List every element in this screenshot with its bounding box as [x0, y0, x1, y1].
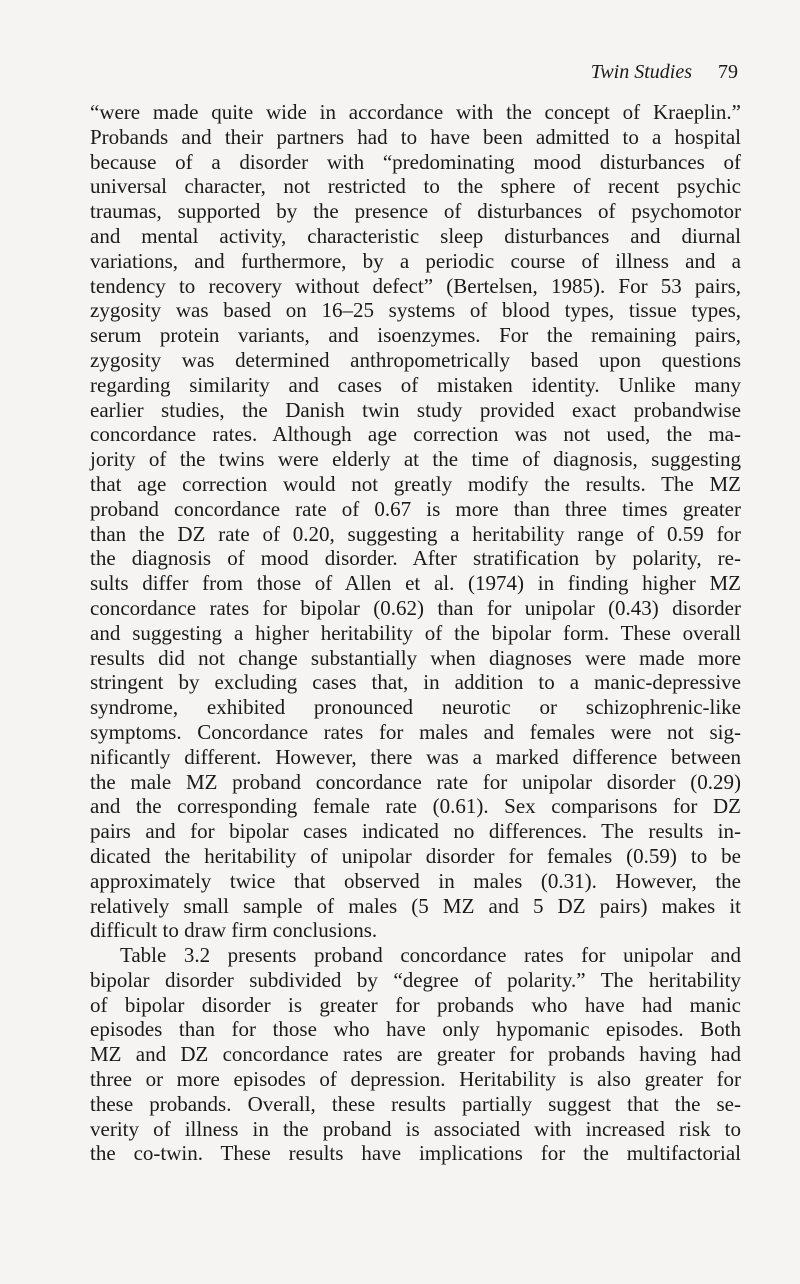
text-line: the diagnosis of mood disorder. After stratification by polarity, re- — [90, 546, 741, 571]
text-line: universal character, not restricted to the sphere of recent psychic — [90, 174, 741, 199]
text-line: MZ and DZ concordance rates are greater for probands having had — [90, 1042, 741, 1067]
text-line: sults differ from those of Allen et al. (1974) in finding higher MZ — [90, 571, 741, 596]
text-line: “were made quite wide in accordance with the concept of Kraeplin.” — [90, 100, 741, 124]
text-line: traumas, supported by the presence of disturbances of psychomotor — [90, 199, 741, 224]
text-line: stringent by excluding cases that, in addition to a manic-depressive — [90, 670, 741, 695]
text-line: nificantly different. However, there was a marked difference between — [90, 744, 741, 769]
text-line: earlier studies, the Danish twin study provided exact probandwise — [90, 397, 741, 422]
text-line: jority of the twins were elderly at the time of diagnosis, suggesting — [90, 447, 741, 472]
text-line: than the DZ rate of 0.20, suggesting a heritability range of 0.59 for — [90, 521, 741, 546]
text-line: relatively small sample of males (5 MZ and 5 DZ pairs) makes it — [90, 893, 741, 918]
text-line: syndrome, exhibited pronounced neurotic or schizophrenic-like — [90, 695, 741, 720]
text-line: tendency to recovery without defect” (Bertelsen, 1985). For 53 pairs, — [90, 273, 741, 298]
text-line: verity of illness in the proband is associated with increased risk to — [90, 1116, 741, 1141]
text-line: because of a disorder with “predominating mood disturbances of — [90, 149, 741, 174]
text-line: zygosity was determined anthropometrically based upon questions — [90, 347, 741, 372]
text-line: pairs and for bipolar cases indicated no differences. The results in- — [90, 819, 741, 844]
text-line: that age correction would not greatly modify the results. The MZ — [90, 471, 741, 496]
text-line: the male MZ proband concordance rate for unipolar disorder (0.29) — [90, 769, 741, 794]
text-line: and suggesting a higher heritability of the bipolar form. These overall — [90, 620, 741, 645]
text-line: serum protein variants, and isoenzymes. For the remaining pairs, — [90, 323, 741, 348]
running-title: Twin Studies — [590, 61, 692, 83]
text-line: bipolar disorder subdivided by “degree of polarity.” The heritability — [90, 967, 741, 992]
text-line: concordance rates. Although age correction was not used, the ma- — [90, 422, 741, 447]
text-line: results did not change substantially when diagnoses were made more — [90, 645, 741, 670]
text-line: zygosity was based on 16–25 systems of blood types, tissue types, — [90, 298, 741, 323]
text-line: episodes than for those who have only hypomanic episodes. Both — [90, 1017, 741, 1042]
page-number: 79 — [718, 61, 738, 83]
text-line: concordance rates for bipolar (0.62) than for unipolar (0.43) disorder — [90, 595, 741, 620]
text-line: variations, and furthermore, by a periodic course of illness and a — [90, 248, 741, 273]
text-line: these probands. Overall, these results partially suggest that the se- — [90, 1091, 741, 1116]
text-line: approximately twice that observed in males (0.31). However, the — [90, 868, 741, 893]
text-line: and the corresponding female rate (0.61). Sex comparisons for DZ — [90, 794, 741, 819]
running-header — [591, 60, 738, 84]
text-line: symptoms. Concordance rates for males and females were not sig- — [90, 719, 741, 744]
text-line: regarding similarity and cases of mistaken identity. Unlike many — [90, 372, 741, 397]
text-line: and mental activity, characteristic sleep disturbances and diurnal — [90, 223, 741, 248]
text-line: three or more episodes of depression. Heritability is also greater for — [90, 1067, 741, 1092]
text-line: proband concordance rate of 0.67 is more than three times greater — [90, 496, 741, 521]
text-line: Probands and their partners had to have been admitted to a hospital — [90, 124, 741, 149]
text-line: of bipolar disorder is greater for probands who have had manic — [90, 992, 741, 1017]
text-line: Table 3.2 presents proband concordance rates for unipolar and — [120, 943, 741, 968]
text-line: the co-twin. These results have implications for the multifactorial — [90, 1141, 741, 1166]
text-line: dicated the heritability of unipolar disorder for females (0.59) to be — [90, 843, 741, 868]
text-line: difficult to draw firm conclusions. — [90, 918, 378, 943]
body-text — [90, 100, 741, 1166]
